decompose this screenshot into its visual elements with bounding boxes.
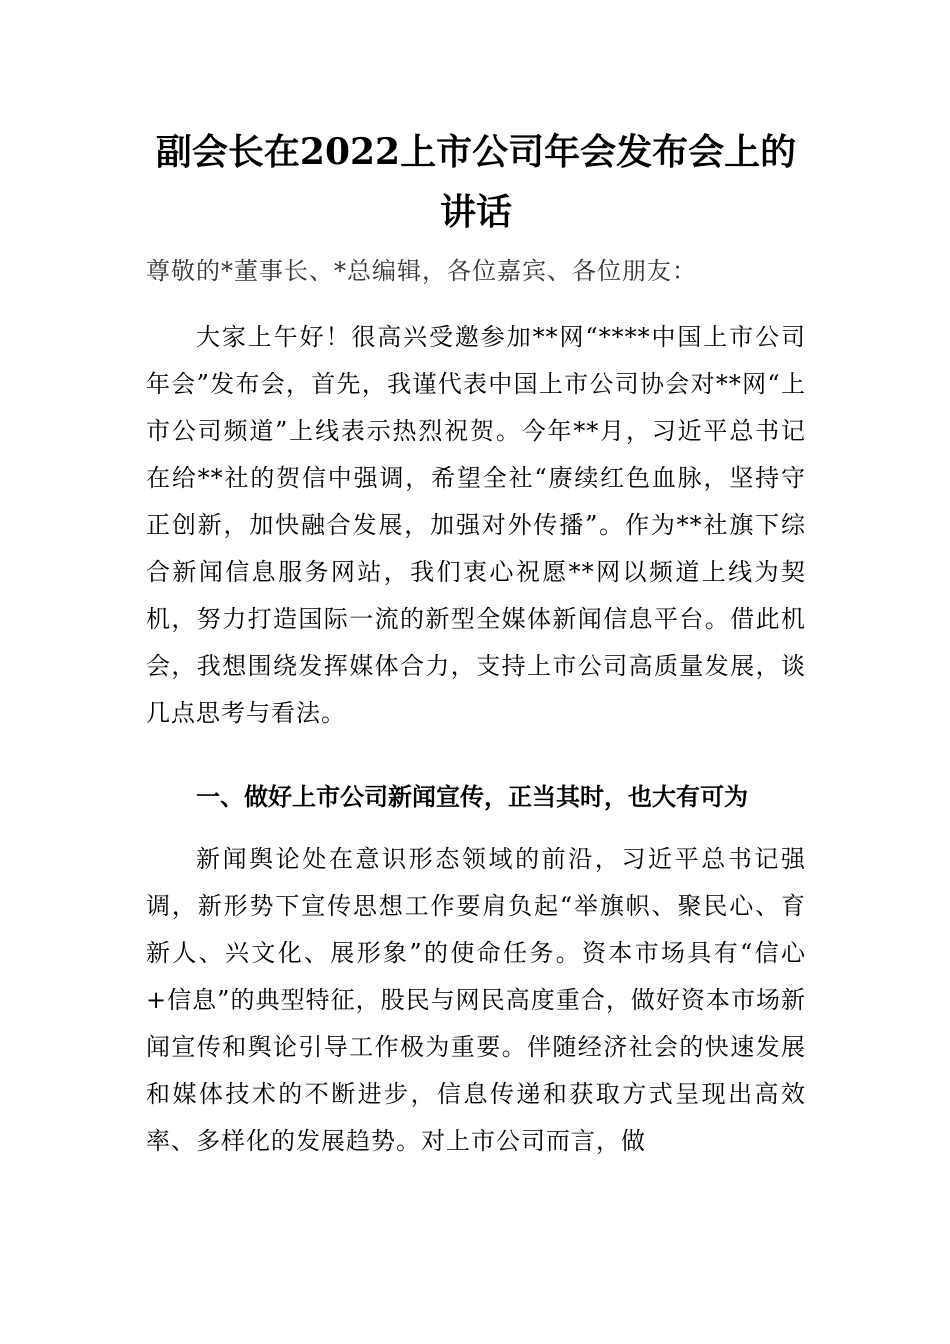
paragraph-opening: 大家上午好！很高兴受邀参加**网“****中国上市公司年会”发布会，首先，我谨代表中国上市公司协会对**网“上市公司频道”上线表示热烈祝贺。今年**月，习近平总书记在给**社的贺信中强调，希望全社“赓续红色血脉，坚持守正创新，加快融合发展，加强对外传播”。作为**社旗下综合新闻信息服务网站，我们衷心祝愿**网以频道上线为契机，努力打造国际一流的新型全媒体新闻信息平台。借此机会，我想围绕发挥媒体合力，支持上市公司高质量发展，谈几点思考与看法。 [146, 323, 806, 727]
document-title: 副会长在2022上市公司年会发布会上的讲话 [155, 131, 797, 233]
salutation: 尊敬的*董事长、*总编辑，各位嘉宾、各位朋友： [146, 257, 697, 285]
section-heading-1: 一、做好上市公司新闻宣传，正当其时，也大有可为 [196, 783, 748, 811]
paragraph-section-1: 新闻舆论处在意识形态领域的前沿，习近平总书记强调，新形势下宣传思想工作要肩负起“举旗帜、聚民心、育新人、兴文化、展形象”的使命任务。资本市场具有“信心+信息”的典型特征，股民与网民高度重合，做好资本市场新闻宣传和舆论引导工作极为重要。伴随经济社会的快速发展和媒体技术的不断进步，信息传递和获取方式呈现出高效率、多样化的发展趋势。对上市公司而言，做 [146, 845, 806, 1155]
